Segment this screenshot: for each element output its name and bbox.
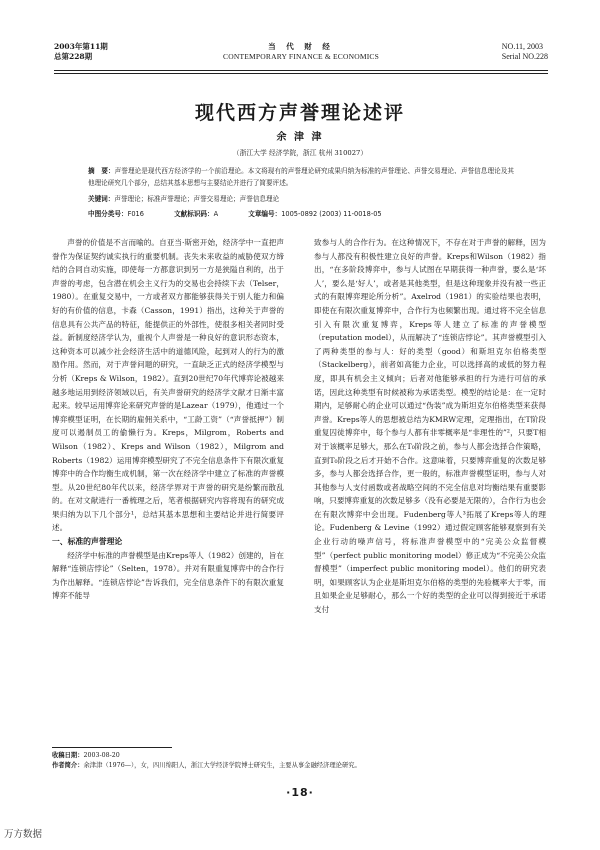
body-paragraph: 经济学中标准的声誉模型是由Kreps等人（1982）创建的，旨在解释“连锁店悖论”（Selten，1978）。并对有限重复博弈中的合作行为作出解释。“连锁店悖论”告诉我们，完全信息条件下的有限次重复博弈不能导 [52,550,284,601]
page-number: ·18· [286,786,314,799]
issue-info-en [502,42,548,62]
journal-name [54,42,548,62]
journal-name-cn: 当 代 财 经 [268,42,334,51]
running-header [54,42,548,68]
body-paragraph: 致参与人的合作行为。在这种情况下，不存在对于声誉的解释，因为参与人都没有积极性建立良好的声誉。Kreps和Wilson（1982）指出，“在多阶段博弈中，参与人试图在早期获得一种声誉，要么是‘坏人’，要么是‘好人’，或者是其他类型，但是这种现象并没有被一些正式的有限博弈理论所分析”。Axelrod（1981）的实验结果也表明，即使在有限次重复博弈中，合作行为也频繁出现。通过将不完全信息引入有限次重复博弈，Kreps等人建立了标准的声誉模型（reputation model），从而解决了“连锁店悖论”。其声誉模型引入了两种类型的参与人：好的类型（good）和斯坦克尔伯格类型（Stackelberg），前者如高能力企业，可以选择高的或低的努力程度，即具有机会主义倾向；后者对他能够承担的行为进行可信的承诺，因此这种类型有时候被称为承诺类型。模型的结论是：在一定时期内，足够耐心的企业可以通过“伪装”成为斯坦克尔伯格类型来获得声誉。Kreps等人的思想被总结为KMRW定理，定理指出，在T阶段重复囚徒博弈中，每个参与人都有非零概率是“非理性的”²，只要T相对于该概率足够大，那么在T₀阶段之前，参与人都会选择合作策略，直到T₀阶段之后才开始不合作。这意味着，只要博弈重复的次数足够多，参与人都会选择合作，更一般的，标准声誉模型证明，参与人对其他参与人支付函数或者战略空间的不完全信息对均衡结果有重要影响，只要博弈重复的次数足够多（没有必要是无限的），合作行为也会在有限次博弈中会出现。Fudenberg等人³拓展了Kreps等人的理论。Fudenberg & Levine（1992）通过假定顾客能够观察到有关企业行动的噪声信号，将标准声誉模型中的“完美公众监督模型”（perfect public monitoring model）修正成为“不完美公众监督模型”（imperfect public monitoring model）。他们的研究表明，如果顾客认为企业是斯坦克尔伯格的类型的先验概率大于零，而且如果企业足够耐心，那么一个好的类型的企业可以得到接近于承诺支付 [314,238,546,615]
footnote-rule [52,747,172,748]
author-bio [52,761,550,771]
body-paragraph: 声誉的价值是不言而喻的。自亚当·斯密开始，经济学中一直把声誉作为保证契约诚实执行的重要机制。丧失未来收益的威胁使双方缔结的合同自动实施，即使每一方都意识到另一方是狭隘自利的，出于声誉的考虑，包含潜在机会主义行为的交易也会持续下去（Telser，1980）。在重复交易中，一方或者双方都能够获得关于别人能力和偏好的有价值的信息，卡森（Casson，1991）指出，这种关于声誉的信息具有公共产品的特征，能提供正的外部性，使很多相关者同时受益。新制度经济学认为，重视个人声誉是一种良好的意识形态资本，这种资本可以减少社会经济生活中的道德风险，起到对人的行为的激励作用。然而，对于声誉问题的研究，一直缺乏正式的经济学模型与分析（Kreps & Wilson，1982）。直到20世纪70年代博弈论被越来越多地运用到经济领域以后，有关声誉研究的经济学文献才日渐丰富起来。较早运用博弈论来研究声誉的是Lazear（1979），他通过一个博弈模型证明，在长期的雇佣关系中，“工龄工资”（“声誉抵押”）制度可以遏制员工的偷懒行为。Kreps，Milgrom，Roberts and Wilson（1982）、Kreps and Wilson（1982），Milgrom and Roberts（1982）运用博弈模型研究了不完全信息条件下有限次重复博弈中的合作均衡生成机制，第一次在经济学中建立了标准的声誉模型。从20世纪80年代以来，经济学界对于声誉的研究是纷繁而散乱的。在对文献进行一番梳理之后，笔者根据研究内容将现有的研究成果归纳为以下几个部分¹，总结其基本思想和主要结论并进行简要评述。 [52,238,284,533]
issue-number: 2003年第11期 [54,42,108,51]
doc-code-value: A [213,210,219,218]
serial-number-en: Serial NO.228 [501,52,548,61]
keywords-text: 声誉理论；标准声誉理论；声誉交易理论；声誉信息理论 [114,195,280,203]
serial-number: 总第228期 [54,52,93,61]
received-date [52,751,550,761]
article-title: 现代西方声誉理论述评 [194,102,405,124]
author-bio-value: 余津津（1976—），女，四川绵阳人，浙江大学经济学院博士研究生，主要从事金融经济理论研究。 [83,762,361,769]
keywords [88,194,514,205]
received-label: 收稿日期： [52,752,84,759]
doc-code-label: 文献标识码： [174,210,214,218]
watermark: 万方数据 [4,829,43,840]
article-no-label: 文章编号： [248,210,282,218]
abstract-label: 摘 要： [88,167,115,175]
author-affiliation: （浙江大学 经济学院，浙江 杭州 310027） [232,149,368,157]
keywords-label: 关键词： [88,195,115,203]
clc-value: F016 [127,210,144,218]
article-no-value: 1005-0892 (2003) 11-0018-05 [281,210,382,218]
section-heading: 一、标准的声誉理论 [52,537,123,547]
header-rule-thin [54,73,548,74]
footnote [52,751,550,771]
header-rule-thick [54,70,548,71]
abstract [88,166,514,189]
received-value: 2003-08-20 [83,752,120,759]
issue-number-en: NO.11, 2003 [501,42,544,51]
body-column-right [314,236,546,617]
journal-name-en: CONTEMPORARY FINANCE & ECONOMICS [223,52,379,61]
article-author: 余 津 津 [276,132,324,143]
body-column-left [52,236,284,603]
abstract-text: 声誉理论是现代西方经济学的一个前沿理论。本文将现有的声誉理论研究成果归纳为标准的声誉理论、声誉交易理论、声誉信息理论及其他理论研究几个部分，总结其基本思想与主要结论并进行了简要评述。 [88,167,515,187]
clc-label: 中图分类号： [88,210,128,218]
classification-line [88,209,514,220]
author-bio-label: 作者简介： [52,762,84,769]
